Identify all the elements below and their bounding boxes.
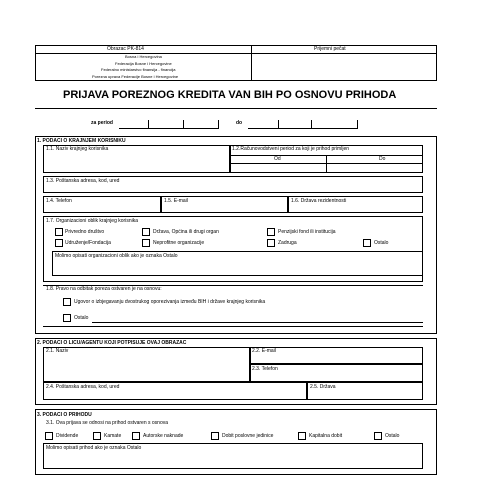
section-1-title: 1. PODACI O KRAJNJEM KORISNIKU (37, 138, 126, 144)
period-to-label: do (236, 120, 243, 126)
period-to-field[interactable] (248, 128, 358, 129)
checkbox-autorske[interactable] (132, 432, 140, 440)
checkbox-neprofitne[interactable] (142, 239, 150, 247)
field-2-1[interactable] (43, 347, 250, 382)
field-1-8-label: 1.8. Pravo na odbitak poreza ostvaren je na osnovu: (46, 286, 162, 292)
org-other-hint: Molimo opisati organizacioni oblik ako je oznaka Ostalo (55, 253, 178, 259)
income-option-1: Dividende (56, 433, 79, 439)
income-option-2: Kamate (104, 433, 122, 439)
header-line-1: Bosna i Hercegovina (125, 54, 162, 59)
period-from-tick-1 (148, 120, 149, 129)
header-line-3: Federalno ministarstvo finansija - financija (101, 67, 176, 72)
income-option-4: Dobit poslovne jedinice (222, 433, 274, 439)
org-option-5: Neprofitne organizacije (153, 240, 205, 246)
header-line-4: Porezna uprava Federacije Bosne i Hercegovine (92, 74, 179, 79)
field-1-2-do-input[interactable] (327, 164, 422, 172)
field-1-6-label: 1.6. Država rezidentnosti (291, 198, 347, 204)
field-2-4-label: 2.4. Poštanska adresa, kod, ured (46, 384, 120, 390)
field-2-2-label: 2.2. E-mail (252, 348, 276, 354)
period-to-tick-1 (278, 120, 279, 129)
income-option-5: Kapitalna dobit (309, 433, 343, 439)
field-1-3-label: 1.3. Poštanska adresa, kod, ured (46, 178, 120, 184)
checkbox-drzava[interactable] (142, 228, 150, 236)
basis-other-field[interactable] (92, 322, 423, 323)
checkbox-org-ostalo[interactable] (363, 239, 371, 247)
period-from-field[interactable] (119, 128, 219, 129)
income-option-3: Autorske naknade (143, 433, 184, 439)
title-underline (35, 108, 437, 109)
org-option-2: Država, Općina ili drugi organ (153, 229, 219, 235)
period-from-tick-2 (183, 120, 184, 129)
checkbox-penzijski[interactable] (267, 228, 275, 236)
checkbox-udruzenje[interactable] (55, 239, 63, 247)
period-to-tick-3 (357, 120, 358, 129)
checkbox-privredno[interactable] (55, 228, 63, 236)
org-option-1: Privredno društvo (65, 229, 105, 235)
checkbox-dividende[interactable] (45, 432, 53, 440)
field-1-2-do: Do (379, 156, 386, 162)
field-2-2[interactable] (250, 347, 423, 364)
form-code: Obrazac PK-814 (107, 46, 144, 52)
org-option-4: Udruženje/Fondacija (65, 240, 111, 246)
field-1-4-label: 1.4. Telefon (46, 198, 72, 204)
field-1-8-bottom (43, 326, 423, 327)
checkbox-income-ostalo[interactable] (374, 432, 382, 440)
checkbox-zadruga[interactable] (267, 239, 275, 247)
org-option-6: Zadruga (278, 240, 297, 246)
checkbox-ugovor[interactable] (63, 298, 71, 306)
header-line (35, 53, 437, 54)
income-option-6: Ostalo (385, 433, 400, 439)
section-3-title: 3. PODACI O PRIHODU (37, 412, 92, 418)
period-to-tick-2 (311, 120, 312, 129)
basis-option-1: Ugovor o izbjegavanju dvostrukog oporezivanja između BIH i države krajnjeg korisnika (74, 299, 266, 305)
period-from-tick-3 (218, 120, 219, 129)
field-2-5-label: 2.5. Država (310, 384, 336, 390)
checkbox-basis-ostalo[interactable] (63, 314, 71, 322)
page-title: PRIJAVA POREZNOG KREDITA VAN BIH PO OSNOVU PRIHODA (63, 89, 397, 101)
checkbox-kapitalna[interactable] (298, 432, 306, 440)
field-1-2-od-input[interactable] (231, 164, 325, 172)
org-option-3: Penzijski fond ili institucija (278, 229, 336, 235)
field-3-1-label: 3.1. Ova prijava se odnosi na prihod ostvaren s osnova (46, 420, 169, 426)
section-2-title: 2. PODACI O LICU/AGENTU KOJI POTPISUJE OVAJ OBRAZAC (37, 340, 187, 346)
stamp-label: Prijemni pečat (314, 46, 346, 52)
header-divider (251, 45, 252, 81)
org-option-7: Ostalo (374, 240, 389, 246)
checkbox-dobit-poslovne[interactable] (211, 432, 219, 440)
basis-option-2: Ostalo (74, 315, 89, 321)
field-1-5-label: 1.5. E-mail (164, 198, 188, 204)
period-from-label: za period (91, 120, 113, 126)
checkbox-kamate[interactable] (93, 432, 101, 440)
field-2-1-label: 2.1. Naziv (46, 348, 69, 354)
field-1-2-od: Od (274, 156, 281, 162)
field-1-2-label: 1.2.Računovodstveni period za koji je prihod primljen (232, 146, 350, 152)
field-1-1-label: 1.1. Naziv krajnjeg korisnika (46, 146, 109, 152)
income-other-hint: Molimo opisati prihod ako je oznaka Ostalo (46, 445, 142, 451)
field-1-7-label: 1.7. Organizacioni oblik krajnjeg korisnika (46, 218, 138, 224)
field-2-3-label: 2.3. Telefon (252, 366, 278, 372)
header-line-2: Federacija Bosne i Hercegovine (115, 61, 172, 66)
